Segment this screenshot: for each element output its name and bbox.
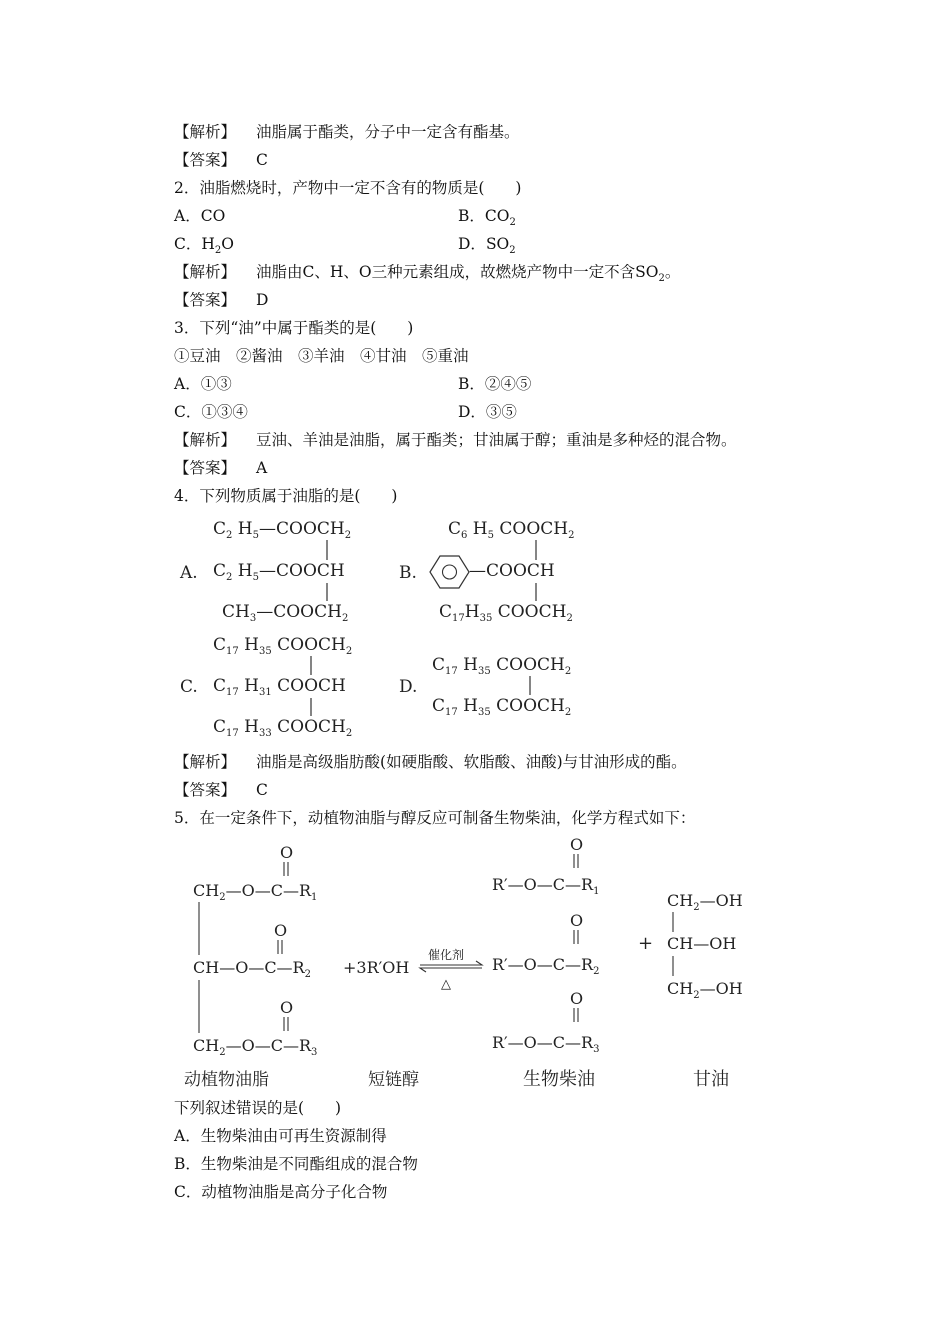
analysis-tag: 【解析】	[174, 753, 237, 771]
formula-text: $R'—O—C—R_2$	[492, 955, 600, 977]
formula-text: $C_{17}$ $H_{33}$ $COOCH_2$	[213, 717, 353, 739]
answer-tag: 【答案】	[174, 781, 237, 799]
analysis-text: 油脂是高级脂肪酸(如硬脂酸、软脂酸、油酸)与甘油形成的酯。	[256, 753, 687, 771]
answer-tag: 【答案】	[174, 291, 237, 309]
analysis-text: 油脂属于酯类，分子中一定含有酯基。	[256, 123, 520, 141]
svg-text:O: O	[570, 989, 584, 1008]
formula-text: $C_{17}$ $H_{31}$ COOCH	[213, 676, 346, 698]
q2-analysis: 【解析】 油脂由C、H、O三种元素组成，故燃烧产物中一定不含$SO_2$。	[174, 263, 681, 285]
formula-text: $R'—O—C—R_3$	[492, 1033, 600, 1055]
answer-tag: 【答案】	[174, 459, 237, 477]
formula-text: $CH_2—O—C—R_3$	[193, 1036, 318, 1058]
q5-option-c: C．动植物油脂是高分子化合物	[174, 1183, 388, 1201]
formula-text: $C_2$ $H_5—COOCH_2$	[213, 519, 352, 541]
label-biodiesel: 生物柴油	[523, 1069, 595, 1090]
formula-text: $CH_2—O—C—R_1$	[193, 881, 318, 903]
answer-text: A	[256, 459, 268, 477]
formula-text: $C_6$ $H_5$ $COOCH_2$	[448, 519, 575, 541]
option-b-label: B.	[399, 563, 417, 583]
formula-text: $C_{17}$ $H_{35}$ $COOCH_2$	[432, 696, 572, 718]
svg-text:O: O	[280, 998, 294, 1017]
formula-text: $CH_2—OH$	[667, 891, 743, 913]
option-c-label: C.	[180, 677, 198, 697]
svg-text:O: O	[570, 911, 584, 930]
q3-stem: 3．下列“油”中属于酯类的是( )	[174, 319, 414, 337]
q2-option-a: A．CO	[174, 207, 226, 225]
answer-tag: 【答案】	[174, 151, 237, 169]
formula-text: —COOCH	[469, 561, 555, 581]
formula-text: $CH_3—COOCH_2$	[222, 602, 349, 624]
svg-text:O: O	[280, 843, 294, 862]
answer-text: D	[256, 291, 269, 309]
q3-items: ①豆油 ②酱油 ③羊油 ④甘油 ⑤重油	[174, 347, 469, 365]
answer-text: C	[256, 781, 268, 799]
q3-option-b: B．②④⑤	[458, 375, 532, 393]
formula-text: $R'—O—C—R_1$	[492, 875, 600, 897]
svg-text:O: O	[570, 835, 584, 854]
label-oil: 动植物油脂	[184, 1070, 269, 1090]
label-glycerol: 甘油	[693, 1069, 729, 1090]
analysis-tag: 【解析】	[174, 123, 237, 141]
q2-option-d: D．$SO_2$	[458, 235, 516, 257]
catalyst: 催化剂	[428, 948, 465, 962]
q4-stem: 4．下列物质属于油脂的是( )	[174, 487, 398, 505]
formula-text: $CH—O—C—R_2$	[193, 958, 311, 980]
analysis-tag: 【解析】	[174, 431, 237, 449]
q3-option-d: D．③⑤	[458, 403, 517, 421]
analysis-text: 油脂由C、H、O三种元素组成，故燃烧产物中一定不含SO	[256, 263, 659, 281]
q3-option-a: A．①③	[174, 375, 232, 393]
formula-text: CH—OH	[667, 934, 737, 953]
reagent: +3R′OH	[343, 958, 410, 977]
formula-text: $C_{17}$ $H_{35}$ $COOCH_2$	[213, 635, 353, 657]
q5-option-b: B．生物柴油是不同酯组成的混合物	[174, 1155, 418, 1173]
q5-stem: 5．在一定条件下，动植物油脂与醇反应可制备生物柴油，化学方程式如下：	[174, 809, 696, 827]
q5-question: 下列叙述错误的是( )	[174, 1099, 342, 1117]
q2-option-c: C．$H_2O$	[174, 235, 234, 257]
formula-text: $C_{17}$ $H_{35}$ $COOCH_2$	[432, 655, 572, 677]
option-d-label: D.	[399, 677, 418, 697]
analysis-tag: 【解析】	[174, 263, 237, 281]
q2-stem: 2．油脂燃烧时，产物中一定不含有的物质是( )	[174, 179, 522, 197]
label-alcohol: 短链醇	[368, 1070, 419, 1090]
heat-icon: △	[441, 977, 451, 992]
answer-text: C	[256, 151, 268, 169]
svg-text:O: O	[274, 921, 288, 940]
formula-text: $C_{17}H_{35}$ $COOCH_2$	[439, 602, 573, 624]
analysis-text: 豆油、羊油是油脂，属于酯类；甘油属于醇；重油是多种烃的混合物。	[256, 431, 737, 449]
svg-text:+: +	[638, 933, 654, 954]
formula-text: $CH_2—OH$	[667, 979, 743, 1001]
q2-option-b: B．$CO_2$	[458, 207, 516, 229]
formula-text: $C_2$ $H_5—COOCH$	[213, 561, 345, 583]
option-a-label: A.	[180, 563, 198, 583]
q5-option-a: A．生物柴油由可再生资源制得	[174, 1127, 387, 1145]
q3-option-c: C．①③④	[174, 403, 248, 421]
